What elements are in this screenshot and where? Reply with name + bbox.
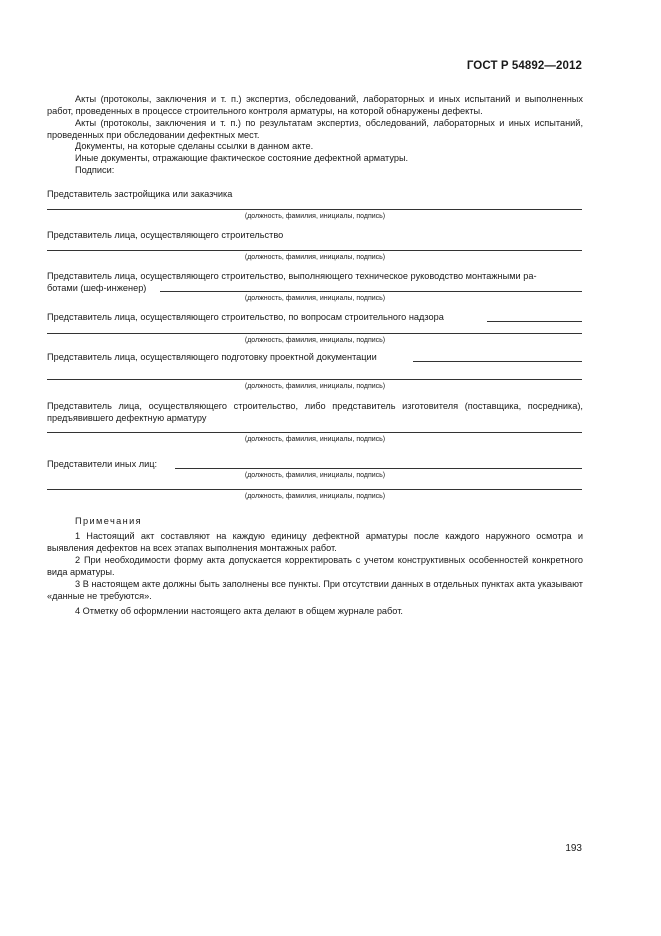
signature-label-supervision: Представитель лица, осуществляющего строительство, по вопросам строительного надзора (47, 312, 444, 322)
note-4: 4 Отметку об оформлении настоящего акта делают в общем журнале работ. (75, 606, 403, 616)
signature-label-customer: Представитель застройщика или заказчика (47, 189, 233, 199)
intro-paragraph-5: Подписи: (75, 165, 115, 175)
signature-line-supervision-b[interactable] (47, 333, 582, 334)
intro-paragraph-1: Акты (протоколы, заключения и т. п.) экспертиз, обследований, лабораторных и иных испытаний и выполненных работ, проведенных в процессе строительного контроля арматуры, на которой обнаружены дефекты. (47, 94, 583, 116)
signature-caption: (должность, фамилия, инициалы, подпись) (244, 383, 386, 390)
signature-label-chief-engineer: Представитель лица, осуществляющего строительство, выполняющего техническое руководство монтажными ра- (47, 271, 537, 281)
signature-line-manufacturer[interactable] (47, 432, 582, 433)
signature-caption: (должность, фамилия, инициалы, подпись) (244, 436, 386, 443)
signature-label-chief-engineer-cont: ботами (шеф-инженер) (47, 283, 147, 293)
signature-caption: (должность, фамилия, инициалы, подпись) (244, 337, 386, 344)
signature-caption: (должность, фамилия, инициалы, подпись) (244, 472, 386, 479)
signature-label-design: Представитель лица, осуществляющего подготовку проектной документации (47, 352, 377, 362)
signature-line-chief-engineer[interactable] (160, 291, 582, 292)
note-2: 2 При необходимости форму акта допускается корректировать с учетом конструктивных особенностей конкретного вида арматуры. (47, 555, 583, 577)
intro-paragraph-4: Иные документы, отражающие фактическое состояние дефектной арматуры. (75, 153, 409, 163)
signature-line-design-b[interactable] (47, 379, 582, 380)
note-1: 1 Настоящий акт составляют на каждую единицу дефектной арматуры после каждого наружного осмотра и выявления дефектов на всех этапах выполнения монтажных работ. (47, 531, 583, 553)
standard-title: ГОСТ Р 54892—2012 (466, 60, 582, 72)
signature-line-others-b[interactable] (47, 489, 582, 490)
signature-line-builder[interactable] (47, 250, 582, 251)
signature-caption: (должность, фамилия, инициалы, подпись) (244, 295, 386, 302)
signature-line-customer[interactable] (47, 209, 582, 210)
signature-caption: (должность, фамилия, инициалы, подпись) (244, 254, 386, 261)
intro-paragraph-3: Документы, на которые сделаны ссылки в данном акте. (75, 141, 314, 151)
signature-label-builder: Представитель лица, осуществляющего строительство (47, 230, 284, 240)
signature-label-others: Представители иных лиц: (47, 459, 158, 469)
signature-label-manufacturer: Представитель лица, осуществляющего строительство, либо представитель изготовителя (поставщика, посредника), предъявившего дефектную арматуру (47, 401, 583, 423)
signature-line-design-a[interactable] (413, 361, 582, 362)
signature-caption: (должность, фамилия, инициалы, подпись) (244, 213, 386, 220)
page-number: 193 (565, 843, 582, 854)
signature-caption: (должность, фамилия, инициалы, подпись) (244, 493, 386, 500)
notes-title: Примечания (75, 516, 143, 526)
note-3: 3 В настоящем акте должны быть заполнены все пункты. При отсутствии данных в отдельных пунктах акта указывают «данные не требуются». (47, 579, 583, 601)
intro-paragraph-2: Акты (протоколы, заключения и т. п.) по результатам экспертиз, обследований, лабораторных и иных испытаний, проведенных при обследовании дефектных мест. (47, 118, 583, 140)
signature-line-supervision-a[interactable] (487, 321, 582, 322)
signature-line-others-a[interactable] (175, 468, 582, 469)
